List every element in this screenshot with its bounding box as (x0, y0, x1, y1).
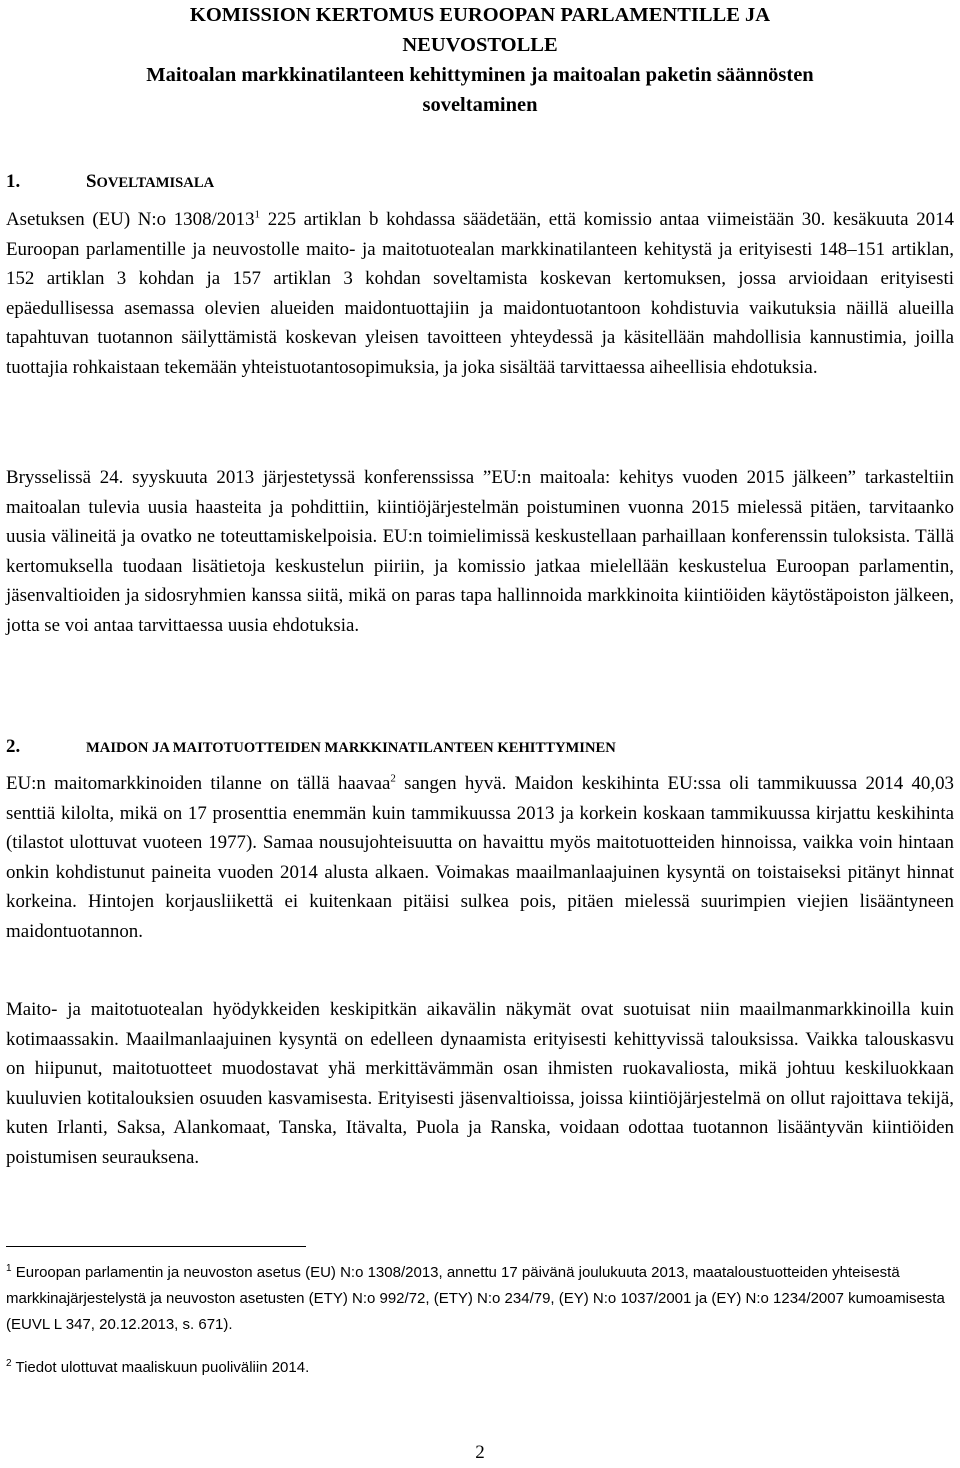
section-1-title-initial: S (86, 171, 97, 192)
paragraph-text: Asetuksen (EU) N:o 1308/2013 (6, 209, 255, 230)
footnote-2-text: Tiedot ulottuvat maaliskuun puoliväliin 2014. (11, 1359, 310, 1376)
section-1-number: 1. (6, 171, 21, 192)
section-1-title-rest: OVELTAMISALA (96, 175, 215, 191)
section-2-paragraph-2: Maito- ja maitotuotealan hyödykkeiden keskipitkän aikavälin näkymät ovat suotuisat niin maailmanmarkkinoilla kuin kotimaassakin. Maailmanlaajuinen kysyntä on edelleen dynaamista erityisesti kehittyvissä talouksissa. Vaikka talouskasvu on hiipunut, maitotuotteet muodostavat yhä merkittävämmän osan ihmisten ruokavaliosta, mikä johtuu keskiluokkaan kuuluvien kotitalouksien osuuden kasvamisesta. Erityisesti jäsenvaltioissa, joissa kiintiöjärjestelmä on ollut rajoittava tekijä, kuten Irlanti, Saksa, Alankomaat, Tanska, Itävalta, Puola ja Ranska, voidaan odottaa tuotannon lisääntyvän kiintiöiden poistumisen seurauksena. (6, 999, 954, 1168)
paragraph-text: EU:n maitomarkkinoiden tilanne on tällä haavaa (6, 773, 391, 794)
subtitle-line-2: soveltaminen (422, 94, 538, 116)
footnote-1-text: Euroopan parlamentin ja neuvoston asetus (EU) N:o 1308/2013, annettu 17 päivänä joulukuuta 2013, maataloustuotteiden yhteisestä markkinajärjestelystä ja neuvoston asetusten (ETY) N:o 992/72, (ETY) N:o 234/79, (EY) N:o 1037/2001 ja (EY) N:o 1234/2007 kumoamisesta (EUVL L 347, 20.12.2013, s. 671). (6, 1264, 945, 1333)
section-2-paragraph-1 (6, 769, 954, 947)
section-2-title: MAIDON JA MAITOTUOTTEIDEN MARKKINATILANTEEN KEHITTYMINEN (86, 740, 616, 756)
title-line-2: NEUVOSTOLLE (402, 34, 558, 56)
paragraph-text: sangen hyvä. Maidon keskihinta EU:ssa oli tammikuussa 2014 40,03 senttiä kilolta, mikä on 17 prosenttia enemmän kuin tammikuussa 2013 ja korkein koskaan tammikuussa kirjattu keskihinta (tilastot ulottuvat vuoteen 1977). Samaa nousujohteisuutta on havaittu myös maitotuotteiden hinnoissa, vaikka voin hintaan onkin kohdistunut paineita vuoden 2014 alusta alkaen. Voimakas maailmanlaajuinen kysyntä on toistaiseksi pitänyt hinnat korkeina. Hintojen korjausliikettä ei kuitenkaan pitäisi sulkea pois, pitäen mielessä suurimpien viejien lisääntyneen maidontuotannon. (6, 773, 954, 942)
section-2-number: 2. (6, 736, 21, 757)
section-1-paragraph-1 (6, 205, 954, 383)
footnote-divider (6, 1246, 306, 1247)
page-number: 2 (475, 1442, 485, 1463)
section-1-paragraph-2: Brysselissä 24. syyskuuta 2013 järjestetyssä konferenssissa ”EU:n maitoala: kehitys vuoden 2015 jälkeen” tarkasteltiin maitoalan tulevia uusia haasteita ja pohdittiin, kiintiöjärjestelmän poistuminen vuonna 2015 mielessä pitäen, tarvitaanko uusia välineitä ja ovatko ne toteuttamiskelpoisia. EU:n toimielimissä keskustellaan parhaillaan konferenssin tuloksista. Tällä kertomuksella tuodaan lisätietoja keskustelun piiriin, ja komissio jatkaa mielellään keskustelua Euroopan parlamentin, jäsenvaltioiden ja sidosryhmien kanssa siitä, mikä on paras tapa hallinnoida markkinoita kiintiöiden käytöstäpoiston jälkeen, jotta se voi antaa tarvittaessa uusia ehdotuksia. (6, 467, 954, 636)
paragraph-text: 225 artiklan b kohdassa säädetään, että komissio antaa viimeistään 30. kesäkuuta 2014 Euroopan parlamentille ja neuvostolle maito- ja maitotuotealan markkinatilanteen kehitystä ja erityisesti 148–151 artiklan, 152 artiklan 3 kohdan ja 157 artiklan 3 kohdan soveltamista koskevan kertomuksen, jossa arvioidaan erityisesti epäedullisessa asemassa olevien alueiden maidontuottajiin ja maidontuotantoon kohdistuvia vaikutuksia näillä alueilla tapahtuvan tuotannon säilyttämistä koskevan yleisen tavoitteen yhteydessä ja käsitellään mahdollisia kannustimia, joilla tuottajia rohkaistaan tekemään yhteistuotantosopimuksia, ja joka sisältää tarvittaessa aiheellisia ehdotuksia. (6, 209, 954, 378)
footnote-ref-1: 1 (254, 208, 261, 221)
footnote-1 (6, 1260, 954, 1338)
footnote-ref-2: 2 (390, 772, 396, 785)
document-title (0, 0, 960, 120)
section-1-heading (6, 167, 214, 198)
footnote-1-marker: 1 (6, 1263, 12, 1274)
footnote-2-marker: 2 (6, 1358, 12, 1369)
subtitle-line-1: Maitoalan markkinatilanteen kehittyminen ja maitoalan paketin säännösten (146, 64, 814, 86)
footnote-2 (6, 1355, 954, 1381)
section-2-heading (6, 732, 616, 763)
title-line-1: KOMISSION KERTOMUS EUROOPAN PARLAMENTILLE JA (189, 4, 771, 26)
